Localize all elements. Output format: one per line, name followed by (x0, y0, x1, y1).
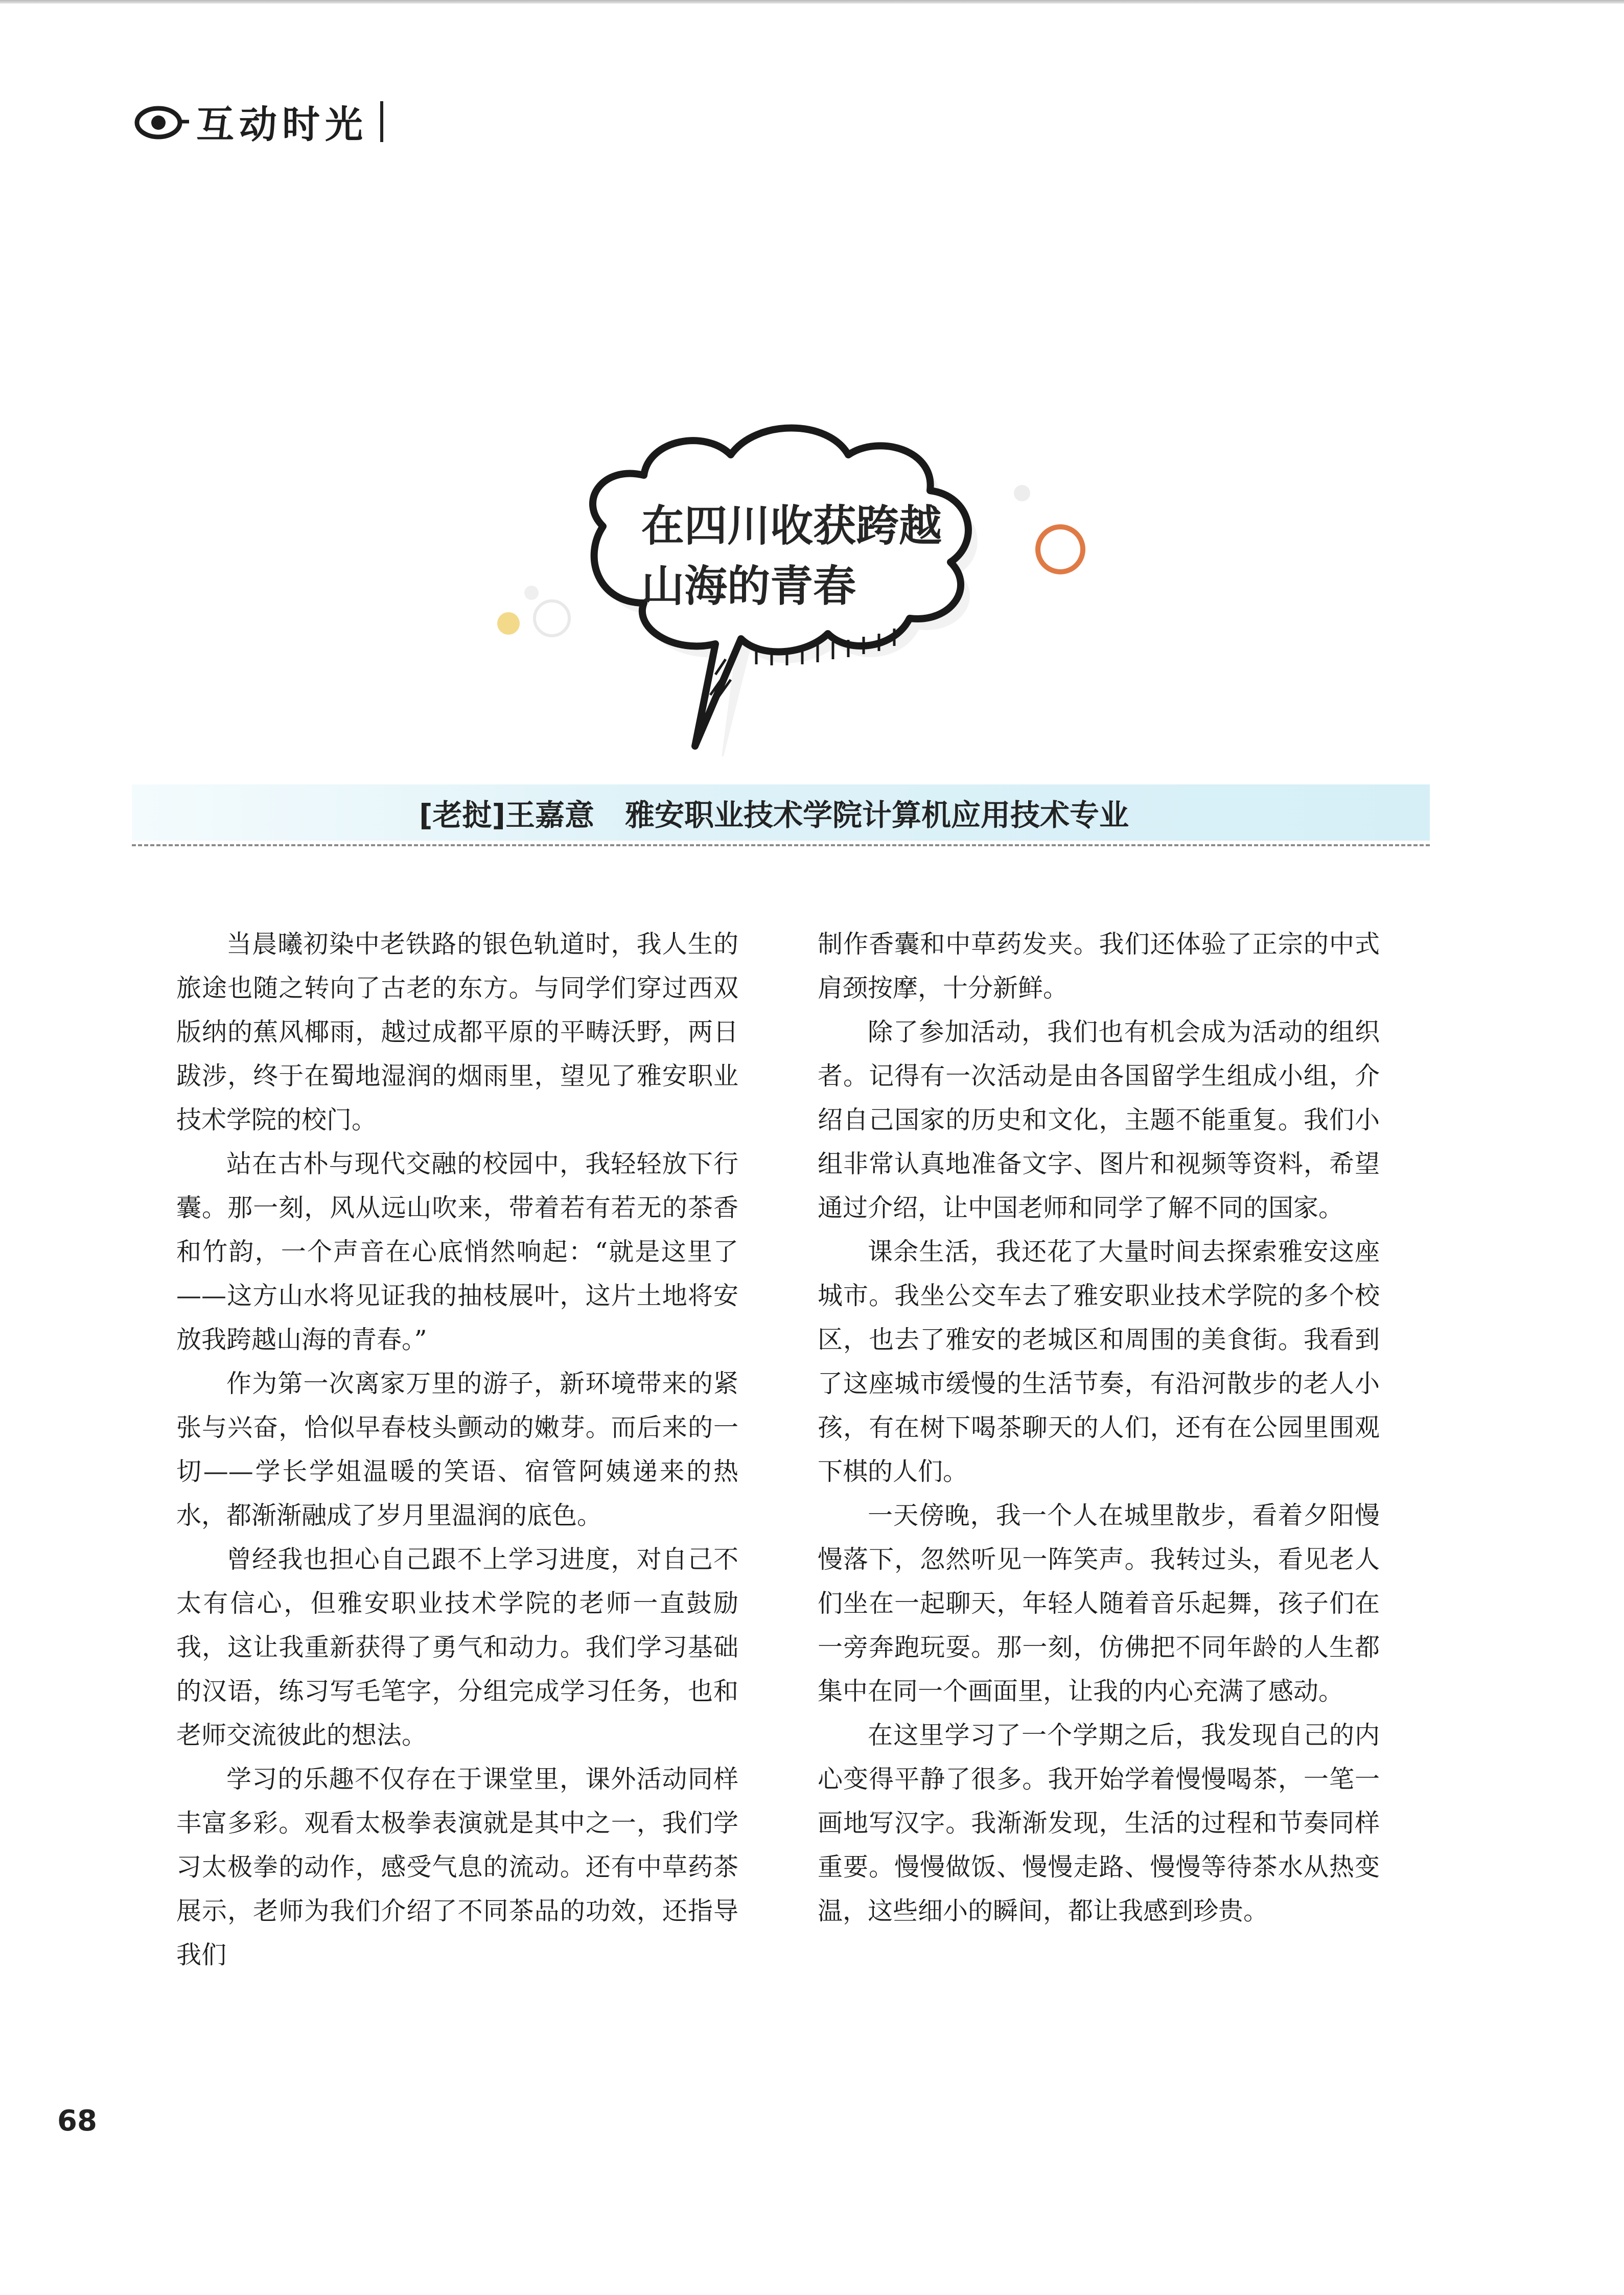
eye-logo-icon (132, 101, 189, 142)
byline-dashed-divider (132, 844, 1430, 846)
faint-dot-icon (516, 577, 547, 608)
top-edge-rule (0, 0, 1624, 4)
section-header (132, 91, 383, 152)
author-affiliation: 雅安职业技术学院计算机应用技术专业 (625, 798, 1129, 832)
paragraph: 当晨曦初染中老铁路的银色轨道时，我人生的旅途也随之转向了古老的东方。与同学们穿过西双版纳的蕉风椰雨，越过成都平原的平畴沃野，两日跋涉，终于在蜀地湿润的烟雨里，望见了雅安职业技术学院的校门。 (176, 930, 738, 1134)
paragraph: 除了参加活动，我们也有机会成为活动的组织者。记得有一次活动是由各国留学生组成小组，介绍自己国家的历史和文化，主题不能重复。我们小组非常认真地准备文字、图片和视频等资料，希望通过介绍，让中国老师和同学了解不同的国家。 (818, 1017, 1380, 1222)
paragraph: 学习的乐趣不仅存在于课堂里，课外活动同样丰富多彩。观看太极拳表演就是其中之一，我们学习太极拳的动作，感受气息的流动。还有中草药茶展示，老师为我们介绍了不同茶品的功效，还指导我们 (176, 1765, 738, 1969)
byline (419, 790, 1129, 836)
grey-dot-icon (1009, 480, 1035, 506)
article-title-line-2: 山海的青春 (641, 561, 856, 611)
orange-ring-icon (1027, 516, 1094, 583)
page-number: 68 (57, 2104, 97, 2138)
yellow-dot-icon (491, 606, 526, 641)
section-title: 互动时光 (196, 103, 368, 147)
author-name: [老挝]王嘉意 (419, 798, 595, 832)
paragraph: 一天傍晚，我一个人在城里散步，看着夕阳慢慢落下，忽然听见一阵笑声。我转过头，看见老人们坐在一起聊天，年轻人随着音乐起舞，孩子们在一旁奔跑玩耍。那一刻，仿佛把不同年龄的人生都集中在同一个画面里，让我的内心充满了感动。 (818, 1501, 1380, 1706)
article-title (641, 496, 1009, 616)
header-divider-bar (380, 101, 383, 142)
paragraph: 课余生活，我还花了大量时间去探索雅安这座城市。我坐公交车去了雅安职业技术学院的多个校区，也去了雅安的老城区和周围的美食街。我看到了这座城市缓慢的生活节奏，有沿河散步的老人小孩，有在树下喝茶聊天的人们，还有在公园里围观下棋的人们。 (818, 1237, 1380, 1486)
paragraph: 曾经我也担心自己跟不上学习进度，对自己不太有信心，但雅安职业技术学院的老师一直鼓励我，这让我重新获得了勇气和动力。我们学习基础的汉语，练习写毛笔字，分组完成学习任务，也和老师交流彼此的想法。 (176, 1545, 738, 1750)
paragraph: 在这里学习了一个学期之后，我发现自己的内心变得平静了很多。我开始学着慢慢喝茶，一笔一画地写汉字。我渐渐发现，生活的过程和节奏同样重要。慢慢做饭、慢慢走路、慢慢等待茶水从热变温，这些细小的瞬间，都让我感到珍贵。 (818, 1721, 1380, 1926)
body-right-column (818, 922, 1380, 1933)
paragraph-continuation: 制作香囊和中草药发夹。我们还体验了正宗的中式肩颈按摩，十分新鲜。 (818, 930, 1380, 1003)
paragraph: 作为第一次离家万里的游子，新环境带来的紧张与兴奋，恰似早春枝头颤动的嫩芽。而后来的一切——学长学姐温暖的笑语、宿管阿姨递来的热水，都渐渐融成了岁月里温润的底色。 (176, 1369, 738, 1530)
body-left-column (176, 922, 738, 1977)
paragraph: 站在古朴与现代交融的校园中，我轻轻放下行囊。那一刻，风从远山吹来，带着若有若无的茶香和竹韵，一个声音在心底悄然响起：“就是这里了——这方山水将见证我的抽枝展叶，这片土地将安放我跨越山海的青春。” (176, 1149, 738, 1354)
article-title-line-1: 在四川收获跨越 (641, 501, 942, 551)
